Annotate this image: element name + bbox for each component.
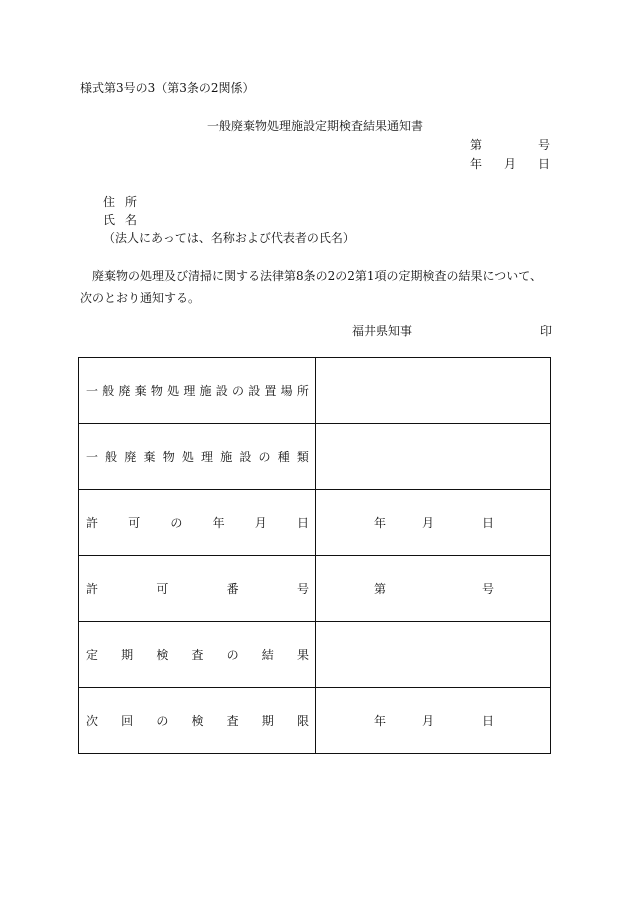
- row-label-char: 設: [248, 384, 261, 398]
- row-value-char: 月: [422, 516, 435, 530]
- row-label-char: 設: [239, 450, 252, 464]
- seal-mark: 印: [540, 324, 553, 338]
- row-label-char: 結: [261, 648, 274, 662]
- row-label-char: 種: [277, 450, 290, 464]
- address-label-char: 住: [103, 195, 116, 209]
- row-label-char: 可: [156, 582, 169, 596]
- row-label-char: 所: [296, 384, 309, 398]
- row-label-char: 号: [296, 582, 309, 596]
- row-label-char: 期: [121, 648, 134, 662]
- row-label-char: 施: [199, 384, 212, 398]
- row-label-char: の: [226, 648, 239, 662]
- row-label-char: 理: [201, 450, 214, 464]
- row-label-cell: [79, 622, 316, 688]
- document-title: 一般廃棄物処理施設定期検査結果通知書: [206, 119, 423, 133]
- body-paragraph: 廃棄物の処理及び清掃に関する法律第8条の2の2第1項の定期検査の結果について、次のとおり通知する。: [80, 269, 543, 305]
- table-row: [79, 490, 551, 556]
- row-label-char: 許: [86, 582, 99, 596]
- row-label-cell: [79, 490, 316, 556]
- row-label-char: 日: [296, 516, 309, 530]
- row-label-char: 施: [220, 450, 233, 464]
- date-year: 年: [470, 157, 483, 171]
- row-label: [79, 382, 315, 399]
- row-label-char: 棄: [143, 450, 156, 464]
- row-value: [316, 712, 550, 729]
- row-value-cell[interactable]: [316, 358, 551, 424]
- row-label-char: 検: [191, 714, 204, 728]
- table-row: [79, 688, 551, 754]
- row-label-cell: [79, 688, 316, 754]
- row-label-char: 定: [86, 648, 99, 662]
- row-value-cell[interactable]: [316, 490, 551, 556]
- row-value-cell[interactable]: [316, 556, 551, 622]
- name-label-char: 名: [124, 213, 137, 227]
- date-month: 月: [503, 157, 516, 171]
- row-label-char: 物: [150, 384, 163, 398]
- number-prefix: 第: [470, 138, 483, 152]
- row-label-char: の: [170, 516, 183, 530]
- name-label-char: 氏: [103, 213, 116, 227]
- row-label-char: 次: [86, 714, 99, 728]
- row-value-char: 日: [482, 516, 495, 530]
- name-label: [103, 212, 137, 228]
- table-row: [79, 424, 551, 490]
- form-number: 様式第3号の3（第3条の2関係）: [80, 81, 255, 95]
- row-value-cell[interactable]: [316, 424, 551, 490]
- row-label-char: 月: [254, 516, 267, 530]
- row-label-char: 許: [86, 516, 99, 530]
- address-label: [103, 194, 137, 210]
- row-label-char: 処: [181, 450, 194, 464]
- row-label-char: 査: [226, 714, 239, 728]
- issuer-name: 福井県知事: [352, 324, 413, 338]
- row-label-char: 理: [183, 384, 196, 398]
- row-label-char: 査: [191, 648, 204, 662]
- row-label-char: 設: [215, 384, 228, 398]
- table-row: [79, 622, 551, 688]
- row-label-char: 番: [226, 582, 239, 596]
- date-day: 日: [537, 157, 550, 171]
- row-label-char: 可: [128, 516, 141, 530]
- row-label-char: 一: [86, 384, 99, 398]
- row-label-char: 廃: [118, 384, 131, 398]
- row-label: [79, 646, 315, 663]
- row-label-char: 処: [167, 384, 180, 398]
- row-value-char: 月: [422, 714, 435, 728]
- row-value-cell[interactable]: [316, 622, 551, 688]
- row-value-cell[interactable]: [316, 688, 551, 754]
- document-date-line: [470, 156, 550, 172]
- row-label-char: 検: [156, 648, 169, 662]
- row-label: [79, 580, 315, 597]
- row-label-char: 年: [212, 516, 225, 530]
- row-label-char: 回: [121, 714, 134, 728]
- row-value-char: 年: [374, 516, 387, 530]
- row-label: [79, 712, 315, 729]
- row-label: [79, 448, 315, 465]
- row-value-char: 第: [374, 582, 387, 596]
- row-label-cell: [79, 556, 316, 622]
- row-label-char: 場: [280, 384, 293, 398]
- row-label-char: 類: [296, 450, 309, 464]
- row-label-char: の: [231, 384, 244, 398]
- row-label-cell: [79, 358, 316, 424]
- document-number-line: [470, 137, 550, 153]
- row-label-char: 置: [264, 384, 277, 398]
- inspection-result-table: [78, 357, 551, 754]
- row-value-char: 日: [482, 714, 495, 728]
- table-row: [79, 556, 551, 622]
- row-label-char: 棄: [134, 384, 147, 398]
- row-label-char: の: [258, 450, 271, 464]
- row-label-char: 果: [296, 648, 309, 662]
- row-value: [316, 580, 550, 597]
- row-label-char: の: [156, 714, 169, 728]
- row-value-char: 年: [374, 714, 387, 728]
- row-label-cell: [79, 424, 316, 490]
- addressee-note: （法人にあっては、名称および代表者の氏名）: [103, 231, 355, 245]
- row-label-char: 期: [261, 714, 274, 728]
- row-label-char: 般: [105, 450, 118, 464]
- number-suffix: 号: [537, 138, 550, 152]
- row-label-char: 廃: [124, 450, 137, 464]
- table-row: [79, 358, 551, 424]
- row-label: [79, 514, 315, 531]
- row-label-char: 一: [86, 450, 99, 464]
- row-label-char: 物: [162, 450, 175, 464]
- address-label-char: 所: [124, 195, 137, 209]
- row-label-char: 般: [102, 384, 115, 398]
- row-value-char: 号: [482, 582, 495, 596]
- row-label-char: 限: [296, 714, 309, 728]
- row-value: [316, 514, 550, 531]
